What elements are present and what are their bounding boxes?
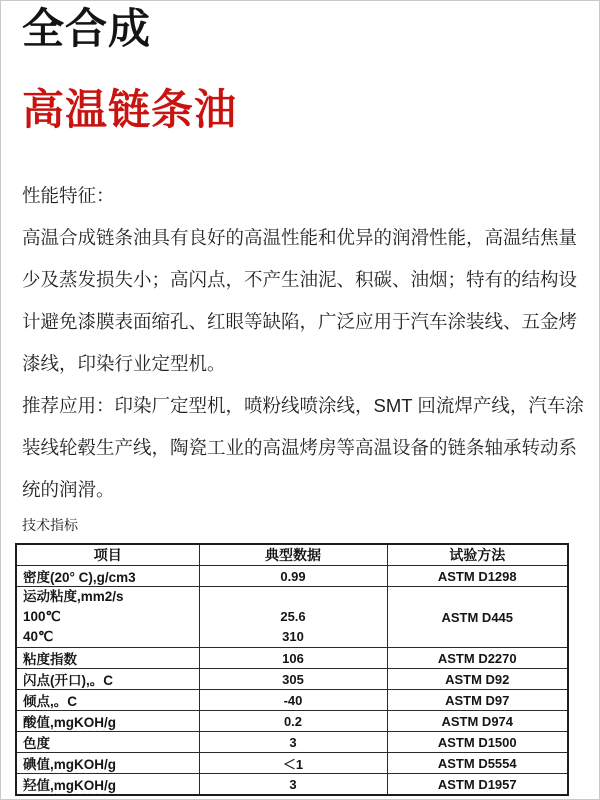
value-cell: 0.2 bbox=[199, 711, 387, 732]
item-cell bbox=[16, 753, 199, 774]
item-unit-misspelled: ,mgKOH/g bbox=[50, 715, 116, 730]
table-row-kinematic-viscosity bbox=[16, 587, 568, 648]
item-unit-misspelled: ,mgKOH/g bbox=[50, 757, 116, 772]
item-cell: 色度 bbox=[16, 732, 199, 753]
value-cell: -40 bbox=[199, 690, 387, 711]
item-cell: 倾点,。C bbox=[16, 690, 199, 711]
item-cell: 密度(20° C),g/cm3 bbox=[16, 566, 199, 587]
method-cell: ASTM D2270 bbox=[387, 648, 568, 669]
product-series-title: 全合成 bbox=[22, 5, 152, 52]
performance-heading: 性能特征： bbox=[22, 185, 115, 206]
item-line: 40℃ bbox=[23, 629, 54, 644]
value-cell: 305 bbox=[199, 669, 387, 690]
method-cell: ASTM D1298 bbox=[387, 566, 568, 587]
performance-line: 少及蒸发损失小；高闪点，不产生油泥、积碳、油烟；特有的结构设 bbox=[22, 269, 578, 290]
spec-table-caption: 技术指标 bbox=[22, 517, 78, 533]
application-line: 统的润滑。 bbox=[22, 479, 115, 500]
table-row-density bbox=[16, 566, 568, 587]
table-row-iodine-value bbox=[16, 753, 568, 774]
value-cell: ＜1 bbox=[199, 753, 387, 774]
table-row-color bbox=[16, 732, 568, 753]
table-row-pour-point bbox=[16, 690, 568, 711]
application-line: 装线轮毂生产线，陶瓷工业的高温烤房等高温设备的链条轴承转动系 bbox=[22, 437, 578, 458]
item-text: 羟值 bbox=[23, 778, 50, 793]
col-header-typical-data: 典型数据 bbox=[199, 544, 387, 566]
method-cell: ASTM D92 bbox=[387, 669, 568, 690]
item-line: 运动粘度,mm2/s bbox=[23, 589, 124, 604]
table-row-flash-point bbox=[16, 669, 568, 690]
method-cell: ASTM D1957 bbox=[387, 774, 568, 796]
value-line: 25.6 bbox=[280, 609, 306, 624]
table-row-acid-value bbox=[16, 711, 568, 732]
method-cell: ASTM D445 bbox=[387, 587, 568, 648]
value-cell: 3 bbox=[199, 732, 387, 753]
method-cell: ASTM D1500 bbox=[387, 732, 568, 753]
description-section bbox=[22, 175, 584, 511]
performance-line: 计避免漆膜表面缩孔、红眼等缺陷，广泛应用于汽车涂装线、五金烤 bbox=[22, 311, 578, 332]
item-cell bbox=[16, 587, 199, 648]
col-header-item: 项目 bbox=[16, 544, 199, 566]
spec-table bbox=[15, 543, 569, 796]
col-header-test-method: 试验方法 bbox=[387, 544, 568, 566]
method-cell: ASTM D5554 bbox=[387, 753, 568, 774]
item-text: 碘值 bbox=[23, 757, 50, 772]
performance-line: 漆线，印染行业定型机。 bbox=[22, 353, 226, 374]
item-cell bbox=[16, 711, 199, 732]
item-cell bbox=[16, 774, 199, 796]
value-cell bbox=[199, 587, 387, 648]
value-line: 310 bbox=[282, 629, 304, 644]
table-row-viscosity-index bbox=[16, 648, 568, 669]
method-cell: ASTM D97 bbox=[387, 690, 568, 711]
item-cell: 闪点(开口),。C bbox=[16, 669, 199, 690]
method-cell: ASTM D974 bbox=[387, 711, 568, 732]
value-cell: 106 bbox=[199, 648, 387, 669]
item-unit-misspelled: ,mgKOH/g bbox=[50, 778, 116, 793]
item-text: 酸值 bbox=[23, 715, 50, 730]
value-cell: 0.99 bbox=[199, 566, 387, 587]
product-name-title: 高温链条油 bbox=[22, 86, 238, 133]
application-line: 推荐应用：印染厂定型机，喷粉线喷涂线，SMT 回流焊产线，汽车涂 bbox=[22, 395, 584, 416]
value-line bbox=[202, 587, 385, 607]
item-cell: 粘度指数 bbox=[16, 648, 199, 669]
table-row-hydroxyl-value bbox=[16, 774, 568, 796]
performance-line: 高温合成链条油具有良好的高温性能和优异的润滑性能，高温结焦量 bbox=[22, 227, 578, 248]
item-line: 100℃ bbox=[23, 609, 61, 624]
spec-header-row bbox=[16, 544, 568, 566]
value-cell: 3 bbox=[199, 774, 387, 796]
